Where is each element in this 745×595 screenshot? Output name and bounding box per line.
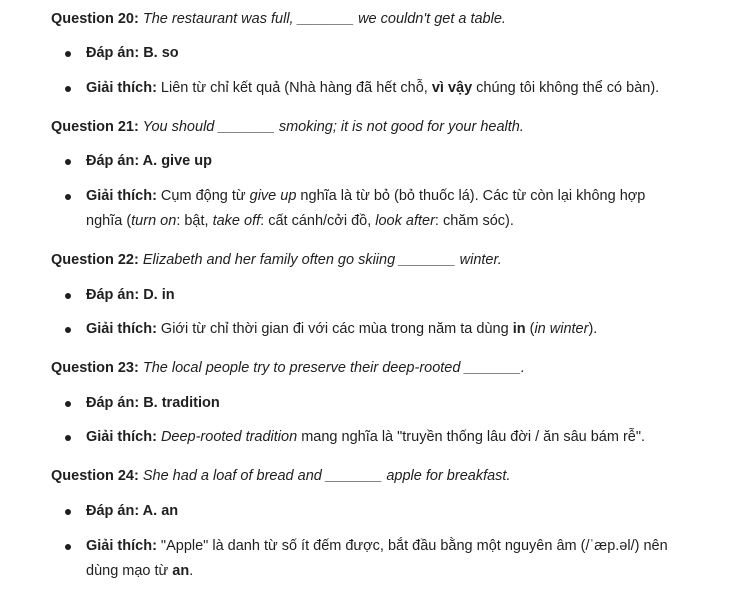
explanation-label: Giải thích: — [86, 188, 157, 204]
explanation-label: Giải thích: — [86, 80, 157, 96]
question-20 — [51, 9, 506, 29]
explanation-run: : bật, — [176, 213, 213, 229]
answer-value: D. in — [139, 287, 175, 303]
explanation-bullet — [86, 425, 686, 450]
question-text: She had a loaf of bread and _______ apple for breakfast. — [138, 468, 511, 484]
answer-bullet — [86, 391, 686, 416]
answer-label: Đáp án: — [86, 45, 140, 61]
explanation-text — [86, 188, 645, 229]
answer-bullet — [86, 283, 686, 308]
answer-value: B. tradition — [139, 395, 220, 411]
question-text: The local people try to preserve their deep-rooted _______. — [138, 360, 525, 376]
question-label: Question 21: — [51, 119, 139, 135]
explanation-run: . — [189, 563, 194, 579]
question-24 — [51, 466, 510, 486]
explanation-run: vì vậy — [431, 80, 473, 96]
explanation-run: : chăm sóc). — [434, 213, 514, 229]
explanation-run: Cụm động từ — [156, 188, 250, 204]
explanation-bullet — [86, 534, 681, 584]
answer-value: B. so — [139, 45, 179, 61]
question-label: Question 20: — [51, 11, 139, 27]
explanation-run: in winter — [534, 321, 589, 337]
question-text: Elizabeth and her family often go skiing _______ winter. — [138, 252, 502, 268]
explanation-bullet — [86, 76, 686, 101]
explanation-run: : cất cánh/cởi đồ, — [260, 213, 376, 229]
explanation-run: turn on — [131, 213, 177, 229]
explanation-text — [157, 429, 645, 445]
question-23 — [51, 358, 525, 378]
explanation-text — [157, 80, 659, 96]
explanation-run: Giới từ chỉ thời gian đi với các mùa trong năm ta dùng — [156, 321, 513, 337]
question-21 — [51, 117, 524, 137]
explanation-run: Deep-rooted tradition — [160, 429, 298, 445]
explanation-run: look after — [375, 213, 435, 229]
answer-bullet — [86, 149, 686, 174]
explanation-label: Giải thích: — [86, 321, 157, 337]
answer-bullet — [86, 499, 686, 524]
answer-label: Đáp án: — [86, 503, 140, 519]
explanation-run: chúng tôi không thể có bàn). — [472, 80, 660, 96]
explanation-run: ). — [588, 321, 598, 337]
explanation-run: take off — [212, 213, 261, 229]
answer-value: A. an — [139, 503, 179, 519]
question-label: Question 22: — [51, 252, 139, 268]
explanation-run: in — [512, 321, 526, 337]
explanation-run: "Apple" là danh từ số ít đếm được, bắt đầu bằng một nguyên âm (/ˈæp.əl/) nên dùng mạo từ — [86, 538, 668, 579]
answer-label: Đáp án: — [86, 153, 140, 169]
explanation-label: Giải thích: — [86, 538, 157, 554]
explanation-text — [86, 538, 668, 579]
explanation-run: ( — [525, 321, 535, 337]
explanation-run: Liên từ chỉ kết quả (Nhà hàng đã hết chỗ, — [156, 80, 432, 96]
answer-bullet — [86, 41, 686, 66]
explanation-run: nghĩa là từ bỏ (bỏ thuốc lá). Các từ còn lại không hợp nghĩa ( — [86, 188, 646, 229]
question-label: Question 24: — [51, 468, 139, 484]
question-22 — [51, 250, 502, 270]
question-text: You should _______ smoking; it is not good for your health. — [138, 119, 524, 135]
explanation-label: Giải thích: — [86, 429, 157, 445]
question-text: The restaurant was full, _______ we couldn't get a table. — [138, 11, 506, 27]
answer-label: Đáp án: — [86, 395, 140, 411]
explanation-text — [157, 321, 597, 337]
explanation-run: give up — [249, 188, 297, 204]
answer-label: Đáp án: — [86, 287, 140, 303]
explanation-bullet — [86, 184, 676, 234]
explanation-run: an — [172, 563, 190, 579]
explanation-bullet — [86, 317, 686, 342]
answer-value: A. give up — [139, 153, 212, 169]
question-label: Question 23: — [51, 360, 139, 376]
explanation-run: mang nghĩa là "truyền thống lâu đời / ăn sâu bám rễ". — [297, 429, 646, 445]
